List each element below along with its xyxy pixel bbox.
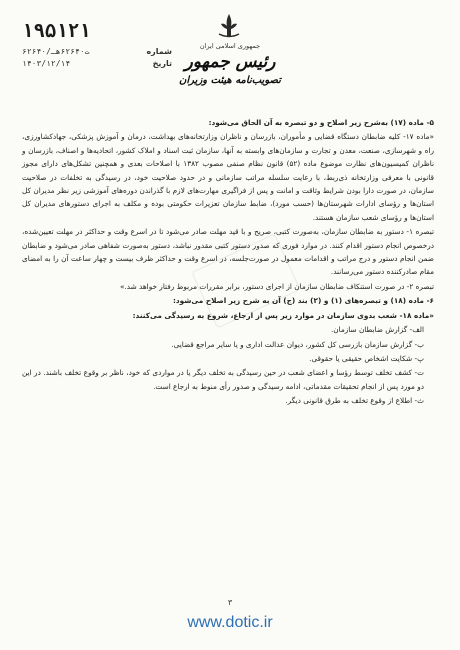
approval-title: تصویب‌نامه هیئت وزیران	[179, 75, 281, 86]
page-number: ۳	[227, 598, 233, 607]
document-serial-number: ۱۹۵۱۲۱	[22, 20, 91, 42]
paragraph-note-1: تبصره ۱- دستور به ضابطان سازمان، به‌صورت کتبی، صریح و با قید مهلت صادر می‌شود تا در اسرع وقت و حداکثر در مهلت تعیین‌شده، درخصوص انجام دستور اقدام کنند. در موارد فوری که صدور دستور کتبی مقدور نباشد، دستور به‌صورت شفاهی صادر می‌شود و ضابطان ضمن انجام دستور و درج مراتب و اقدامات معمول در صورت‌جلسه، در اسرع وقت و حداکثر ظرف بیست و چهار ساعت آن را به امضای مقام صادرکننده دستور می‌رسانند.	[22, 227, 434, 277]
list-item-se: ث- اطلاع از وقوع تخلف به طرق قانونی دیگر.	[285, 396, 424, 406]
list-item-be: ب- گزارش سازمان بازرسی کل کشور، دیوان عدالت اداری و یا سایر مراجع قضایی.	[171, 339, 424, 349]
document-body	[22, 116, 434, 592]
republic-caption: جمهوری اسلامی ایران	[199, 42, 261, 50]
list-item-pe: پ- شکایت اشخاص حقیقی یا حقوقی.	[309, 353, 424, 363]
paragraph-article-17: «ماده ۱۷- کلیه ضابطان دستگاه قضایی و مأموران، بازرسان و ناظران وزارتخانه‌های بهداشت، درمان و آموزش پزشکی، جهادکشاورزی، راه و شهرسازی، صنعت، معدن و تجارت و سازمان‌های وابسته به آنها، سازمان ثبت اسناد و املاک کشور، اتحادیه‌ها و اصناف، بازرسان و ناظران کمیسیون‌های نظارت موضوع ماده (۵۲) قانون نظام صنفی مصوب ۱۳۸۲ با اصلاحات بعدی و همچنین تشکل‌های دارای مجوز قانونی با معرفی وزارتخانه ذی‌ربط، با رعایت سلسله مراتب سازمانی و در حدود صلاحیت خود، در رسیدگی به تخلفات در صلاحیت سازمان، در صورت دارا بودن شرایط وثاقت و امانت و پس از فراگیری مهارت‌های لازم با گذراندن دوره‌های آموزشی زیر نظر مدیران کل استان‌ها و رؤسای ادارات شهرستان‌ها (حسب مورد)، ضابط سازمان تعزیرات حکومتی بوده و مکلف به اجرای دستورهای مدیران کل استان‌ها و رؤسای شعب سازمان هستند.	[22, 132, 434, 222]
list-item-alef: الف- گزارش ضابطان سازمان.	[330, 325, 424, 335]
date-value: ۱۴۰۳/۱۲/۱۴	[22, 59, 71, 68]
meta-date-row	[22, 58, 172, 70]
document-meta	[22, 46, 172, 70]
date-label: تاریخ	[152, 59, 172, 68]
site-url-link[interactable]: www.dotic.ir	[187, 614, 273, 631]
paragraph-note-2: تبصره ۲- در صورت استنکاف ضابطان سازمان از اجرای دستور، برابر مقررات مربوط رفتار خواهد شد.»	[119, 281, 434, 291]
paragraph-article-6: ۶- ماده (۱۸) و تبصره‌های (۱) و (۲) بند (ج) آن به شرح زیر اصلاح می‌شود:	[172, 296, 434, 306]
national-emblem-icon	[214, 12, 244, 40]
president-title: رئیس جمهور	[184, 52, 276, 72]
paragraph-article-5: ۵- ماده (۱۷) به‌شرح زیر اصلاح و دو تبصره به آن الحاق می‌شود:	[208, 118, 434, 127]
paragraph-article-18: «ماده ۱۸- شعب بدوی سازمان در موارد زیر پس از ارجاع، شروع به رسیدگی می‌کنند:	[132, 310, 434, 320]
list-item-te: ت- کشف تخلف توسط رؤسا و اعضای شعب در حین رسیدگی به تخلف دیگر یا در مواردی که خود، ناظر بر وقوع تخلف باشند. در این دو مورد پس از انجام تحقیقات مقدماتی، ادامه رسیدگی و صدور رأی منوط به ارجاع است.	[22, 368, 424, 391]
number-value: ۶۲۶۴۰/ت۶۲۶۴۰هـ	[22, 47, 90, 56]
meta-number-row	[22, 46, 172, 58]
number-label: شماره	[146, 47, 172, 56]
